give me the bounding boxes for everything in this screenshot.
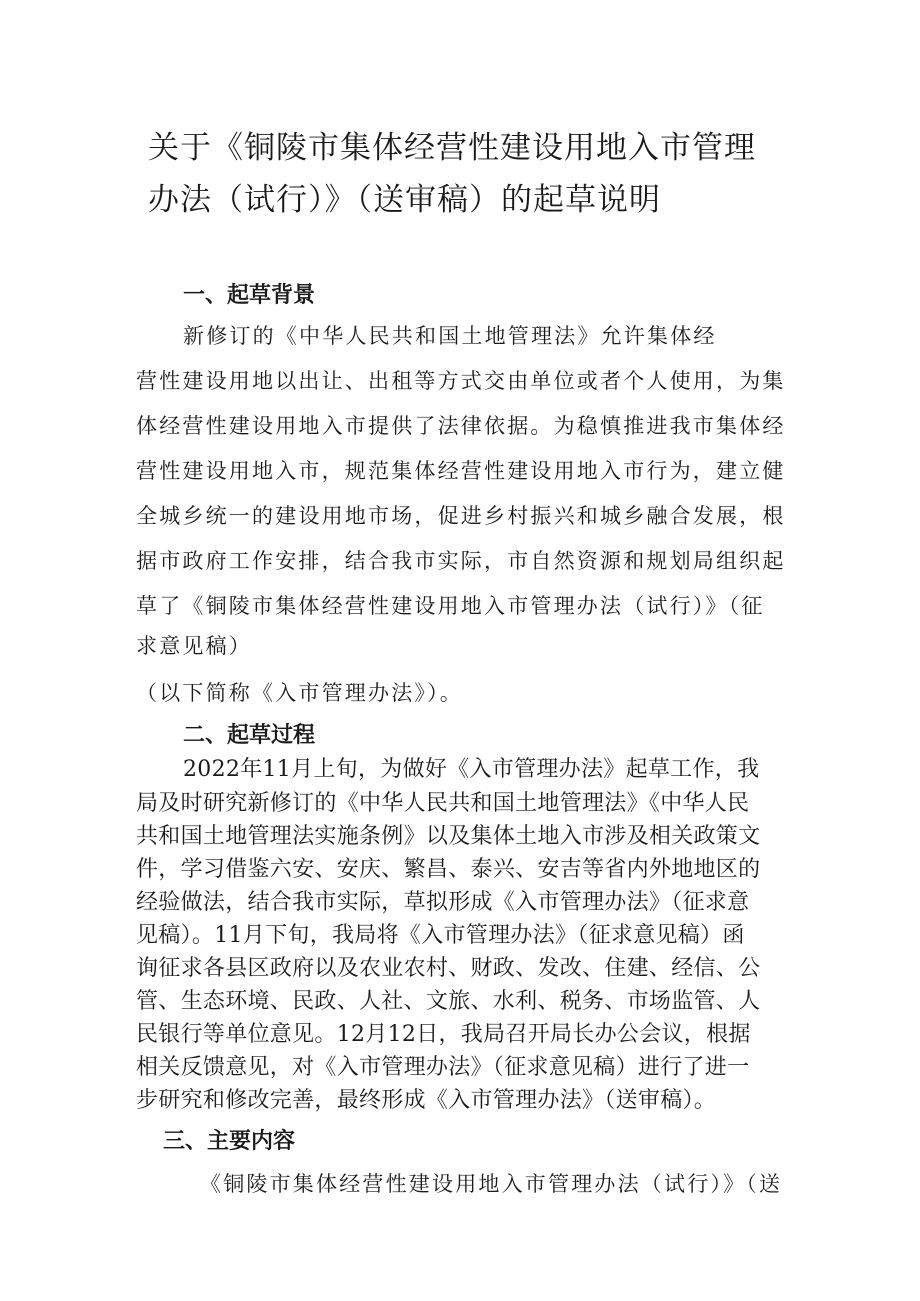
paragraph-line: 步研究和修改完善，最终形成《入市管理办法》（送审稿）。 <box>136 1088 717 1113</box>
paragraph-line: 据市政府工作安排，结合我市实际，市自然资源和规划局组织起 <box>136 549 786 573</box>
paragraph-line: 相关反馈意见，对《入市管理办法》（征求意见稿）进行了进一 <box>136 1055 750 1080</box>
paragraph-line: 求意见稿） <box>136 634 252 658</box>
paragraph-line: 草了《铜陵市集体经营性建设用地入市管理办法（试行）》（征 <box>136 594 765 618</box>
paragraph-line: （以下简称《入市管理办法》）。 <box>136 681 463 705</box>
section-heading-content: 三、主要内容 <box>163 1129 296 1154</box>
paragraph-line: 件，学习借鉴六安、安庆、繁昌、泰兴、安吉等省内外地地区的 <box>136 857 761 882</box>
paragraph-line: 《铜陵市集体经营性建设用地入市管理办法（试行）》（送 <box>200 1172 783 1196</box>
paragraph-line: 2022年11月上旬，为做好《入市管理办法》起草工作，我 <box>183 757 760 782</box>
paragraph-line: 询征求各县区政府以及农业农村、财政、发改、住建、经信、公 <box>136 956 761 981</box>
paragraph-line: 体经营性建设用地入市提供了法律依据。为稳慎推进我市集体经 <box>136 414 786 438</box>
document-title-line-1: 关于《铜陵市集体经营性建设用地入市管理 <box>148 130 756 166</box>
paragraph-line: 共和国土地管理法实施条例》以及集体土地入市涉及相关政策文 <box>136 824 761 849</box>
section-heading-background: 一、起草背景 <box>183 283 316 308</box>
section-heading-process: 二、起草过程 <box>183 723 316 748</box>
paragraph-line: 局及时研究新修订的《中华人民共和国土地管理法》《中华人民 <box>136 791 750 816</box>
document-title-line-2: 办法（试行）》（送审稿）的起草说明 <box>148 182 661 218</box>
paragraph-line: 营性建设用地以出让、出租等方式交由单位或者个人使用，为集 <box>136 369 786 393</box>
paragraph-line: 新修订的《中华人民共和国土地管理法》允许集体经 <box>183 324 717 348</box>
paragraph-line: 营性建设用地入市，规范集体经营性建设用地入市行为，建立健 <box>136 459 786 483</box>
paragraph-line: 经验做法，结合我市实际，草拟形成《入市管理办法》（征求意 <box>136 890 750 915</box>
paragraph-line: 见稿）。11月下旬，我局将《入市管理办法》（征求意见稿）函 <box>136 923 745 948</box>
paragraph-line: 民银行等单位意见。12月12日，我局召开局长办公会议，根据 <box>136 1022 751 1047</box>
paragraph-line: 管、生态环境、民政、人社、文旅、水利、税务、市场监管、人 <box>136 989 761 1014</box>
paragraph-line: 全城乡统一的建设用地市场，促进乡村振兴和城乡融合发展，根 <box>136 504 786 528</box>
